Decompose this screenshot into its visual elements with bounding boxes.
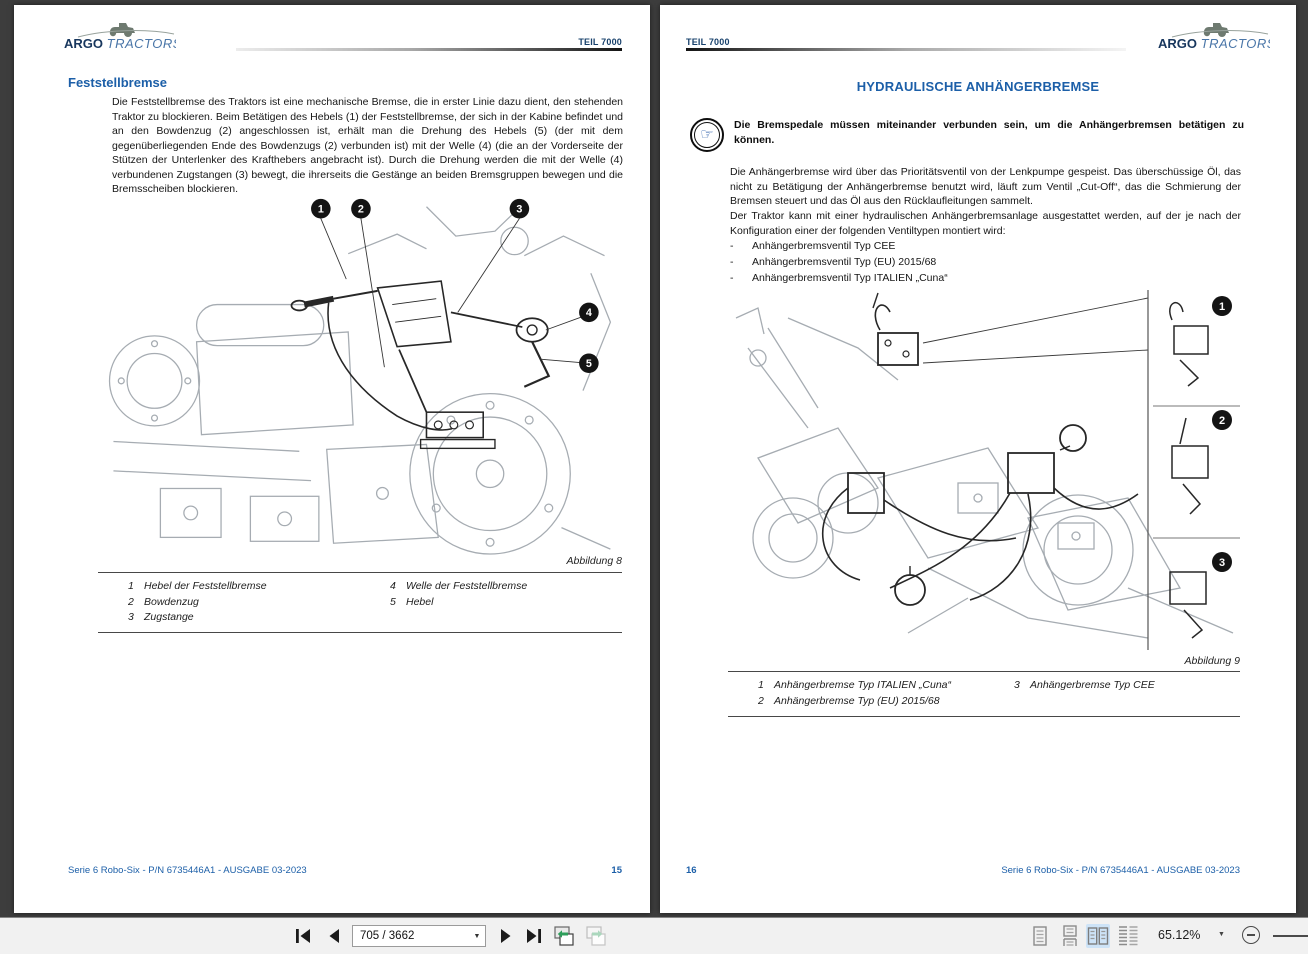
brand-light: TRACTORS xyxy=(106,36,176,51)
two-page-view-button[interactable] xyxy=(1086,924,1110,948)
zoom-out-button[interactable] xyxy=(1242,926,1260,944)
continuous-view-button[interactable] xyxy=(1058,924,1082,948)
tractor-line-art xyxy=(736,308,1233,638)
document-page-left xyxy=(14,5,650,913)
callout-1: 1 xyxy=(317,203,324,216)
legend-label: Anhängerbremse Typ (EU) 2015/68 xyxy=(774,694,940,707)
list-item xyxy=(730,238,1241,254)
callout-4: 4 xyxy=(585,307,592,320)
pointing-hand-icon xyxy=(690,118,724,152)
legend-num: 3 xyxy=(1014,679,1020,691)
legend-num: 2 xyxy=(128,595,134,608)
next-view-button[interactable] xyxy=(584,924,608,948)
single-page-view-button[interactable] xyxy=(1028,924,1052,948)
next-page-button[interactable] xyxy=(494,924,518,948)
legend-label: Hebel der Feststellbremse xyxy=(144,580,267,592)
previous-page-button[interactable] xyxy=(322,924,346,948)
bullet-dash: - xyxy=(730,272,734,284)
figure-caption: Abbildung 9 xyxy=(1184,655,1240,667)
legend-num: 5 xyxy=(390,595,396,608)
tractor-line-art xyxy=(110,203,611,554)
body-paragraph: Die Anhängerbremse wird über das Prioritätsventil von der Lenkpumpe gespeist. Das überschüssige Öl, das nicht zu Betätigung der Anhängerbremse benutzt wird, läuft zum Ventil „Cut-Off“, das die Schmierung der Bremsen steuert und das Öl aus den Rücklaufleitungen sammelt. xyxy=(730,166,1241,207)
list-item xyxy=(730,270,1241,286)
figure-legend xyxy=(728,671,1240,717)
legend-num: 1 xyxy=(758,679,764,691)
legend-label: Anhängerbremse Typ CEE xyxy=(1030,679,1155,691)
callout-2: 2 xyxy=(357,203,364,216)
svg-text:ARGO TRACTORS xyxy=(64,36,176,51)
footer-text: Serie 6 Robo-Six - P/N 6735446A1 - AUSGABE 03-2023 xyxy=(68,865,307,876)
brake-assembly-line-art xyxy=(291,281,548,448)
page-number-input[interactable] xyxy=(353,930,469,942)
last-page-button[interactable] xyxy=(521,924,545,948)
brand-bold: ARGO xyxy=(1158,36,1197,51)
legend-num: 4 xyxy=(390,580,396,592)
inset-callout-balloons xyxy=(1212,296,1232,572)
page-number-box xyxy=(352,925,486,947)
parking-brake-diagram xyxy=(98,195,618,555)
page-dropdown-caret-icon[interactable]: ▼ xyxy=(473,932,481,940)
two-page-continuous-view-button[interactable] xyxy=(1116,924,1140,948)
zoom-slider[interactable] xyxy=(1273,935,1308,937)
note-text: Die Bremspedale müssen miteinander verbunden sein, um die Anhängerbremsen betätigen zu können. xyxy=(734,119,1244,146)
trailer-brake-diagram-image xyxy=(728,288,1240,652)
body-paragraph: Die Feststellbremse des Traktors ist eine mechanische Bremse, die in erster Linie dazu dient, den stehenden Traktor zu blockieren. Beim Betätigen des Hebels (1) der Feststellbremse, der sich in der Kabine befindet und an den Bowdenzug (2) angeschlossen ist, erhält man die Drehung des Hebels (5) (der mit dem gegenüberliegenden Ende des Bowdenzugs (2) verbunden ist) mit der Welle (4) (die an der Vorderseite der Stützen der Unterlenker des Krafthebers angebracht ist). Durch die Drehung werden die mit der Welle (4) verbundenen Zugstangen (3) bewegt, die ihrerseits die Gestänge an beiden Bremsgruppen bewegen und die Bremsscheiben blockieren. xyxy=(112,96,623,195)
header-rule xyxy=(686,48,1126,51)
first-page-button[interactable] xyxy=(291,924,315,948)
callout-balloons xyxy=(311,199,599,373)
footer-text: Serie 6 Robo-Six - P/N 6735446A1 - AUSGABE 03-2023 xyxy=(1001,865,1240,876)
inset-panel xyxy=(1148,290,1240,650)
legend-label: Bowdenzug xyxy=(144,595,199,608)
parking-brake-diagram-image xyxy=(98,195,618,555)
legend-label: Anhängerbremse Typ ITALIEN „Cuna“ xyxy=(774,679,952,691)
header-rule xyxy=(236,48,622,51)
zoom-dropdown-caret-icon[interactable]: ▼ xyxy=(1218,931,1225,938)
callout-5: 5 xyxy=(585,357,592,370)
argo-tractors-logo xyxy=(64,19,176,60)
brand-bold: ARGO xyxy=(64,36,103,51)
legend-num: 3 xyxy=(128,611,134,623)
argo-tractors-logo xyxy=(1158,19,1270,60)
pointing-hand-glyph: ☞ xyxy=(700,125,714,143)
bullet-label: Anhängerbremsventil Typ ITALIEN „Cuna“ xyxy=(752,272,948,284)
document-page-right xyxy=(660,5,1296,913)
bullet-label: Anhängerbremsventil Typ (EU) 2015/68 xyxy=(752,256,937,268)
figure-caption: Abbildung 8 xyxy=(566,555,622,567)
page-number: 15 xyxy=(611,865,622,876)
argo-tractors-logo-image xyxy=(1158,19,1270,55)
trailer-brake-diagram xyxy=(728,288,1240,652)
note-block xyxy=(690,118,1244,152)
legend-num: 2 xyxy=(758,694,764,707)
viewer-toolbar xyxy=(0,917,1308,954)
page-title: HYDRAULISCHE ANHÄNGERBREMSE xyxy=(856,79,1100,94)
legend-label: Hebel xyxy=(406,595,434,608)
inset-leader-lines xyxy=(923,298,1148,363)
body-paragraph: Der Traktor kann mit einer hydraulischen Anhängerbremsanlage ausgestattet werden, auf der je nach der Konfiguration einer der folgenden Ventiltypen montiert wird: xyxy=(730,210,1241,237)
list-item xyxy=(730,254,1241,270)
bullet-label: Anhängerbremsventil Typ CEE xyxy=(752,240,896,252)
argo-tractors-logo-image xyxy=(64,19,176,55)
callout-3: 3 xyxy=(516,203,523,216)
callout-2: 2 xyxy=(1218,414,1226,427)
figure-legend xyxy=(98,572,622,633)
section-label: TEIL 7000 xyxy=(686,37,730,47)
brake-components-line-art xyxy=(823,293,1138,605)
brand-light: TRACTORS xyxy=(1200,36,1270,51)
bullet-dash: - xyxy=(730,240,734,252)
legend-label: Welle der Feststellbremse xyxy=(406,580,528,592)
callout-3: 3 xyxy=(1218,556,1226,569)
zoom-level[interactable]: 65.12% xyxy=(1158,928,1201,942)
section-label: TEIL 7000 xyxy=(578,37,622,47)
bullet-dash: - xyxy=(730,256,734,268)
legend-label: Zugstange xyxy=(144,611,194,623)
bullet-list xyxy=(730,238,1241,286)
svg-text:ARGO TRACTORS xyxy=(1158,36,1270,51)
page-number: 16 xyxy=(686,865,697,876)
legend-num: 1 xyxy=(128,580,134,592)
page-title: Feststellbremse xyxy=(68,75,167,90)
callout-1: 1 xyxy=(1218,300,1226,313)
previous-view-button[interactable] xyxy=(552,924,576,948)
